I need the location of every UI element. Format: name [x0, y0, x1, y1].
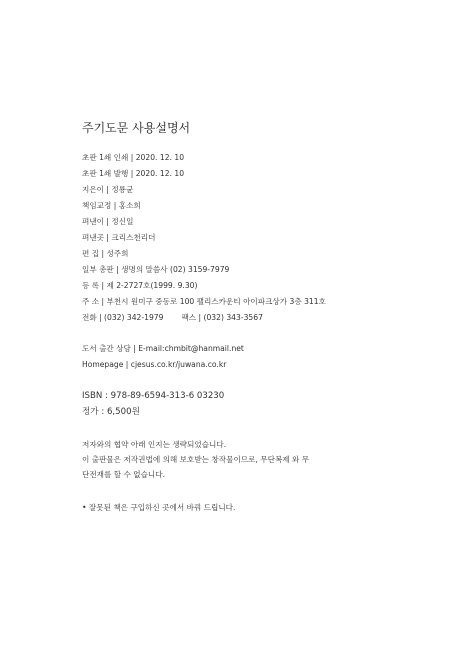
credit-line-editor: 편 집 | 성주희 — [82, 249, 129, 258]
credit-line-author: 지은이 | 정룡균 — [82, 185, 134, 194]
notice-line-1: 저자와의 협약 아래 인지는 생략되었습니다. — [82, 440, 227, 449]
exchange-notice: • 잘못된 책은 구입하신 곳에서 바꿔 드립니다. — [82, 503, 236, 512]
fax-number: 팩스 | (032) 343-3567 — [181, 313, 263, 322]
notice-line-2: 이 출판물은 저작권법에 의해 보호받는 창작물이므로, 무단복제 와 무 — [82, 455, 310, 464]
book-title: 주기도문 사용설명서 — [82, 121, 191, 135]
credit-line-proofreading: 책임교정 | 홍소희 — [82, 201, 141, 210]
credit-line-publishing-house: 펴낸곳 | 크리스천리더 — [82, 233, 156, 242]
isbn-line: ISBN : 978-89-6594-313-6 03230 — [82, 391, 225, 401]
credit-line-first-publication: 초판 1쇄 발행 | 2020. 12. 10 — [82, 169, 185, 178]
phone-number: 전화 | (032) 342-1979 — [82, 313, 164, 322]
credit-line-registration: 등 록 | 제 2-2727호(1999. 9.30) — [82, 281, 198, 290]
credit-line-first-printing: 초판 1쇄 인쇄 | 2020. 12. 10 — [82, 153, 185, 162]
notice-line-3: 단전재를 할 수 없습니다. — [82, 470, 166, 479]
credit-line-publisher: 펴낸이 | 정신일 — [82, 217, 134, 226]
credit-line-distributor: 일부 총판 | 생명의 말씀사 (02) 3159-7979 — [82, 265, 230, 274]
price-line: 정가 : 6,500원 — [82, 407, 140, 417]
phone-fax-line — [82, 313, 263, 323]
homepage-line: Homepage | cjesus.co.kr/juwana.co.kr — [82, 360, 227, 369]
credit-line-address: 주 소 | 부천시 원미구 중동로 100 팰리스카운티 아이파크상가 3층 311호 — [82, 297, 326, 306]
consultation-email: 도서 출간 상담 | E-mail:chmbit@hanmail.net — [82, 344, 244, 353]
